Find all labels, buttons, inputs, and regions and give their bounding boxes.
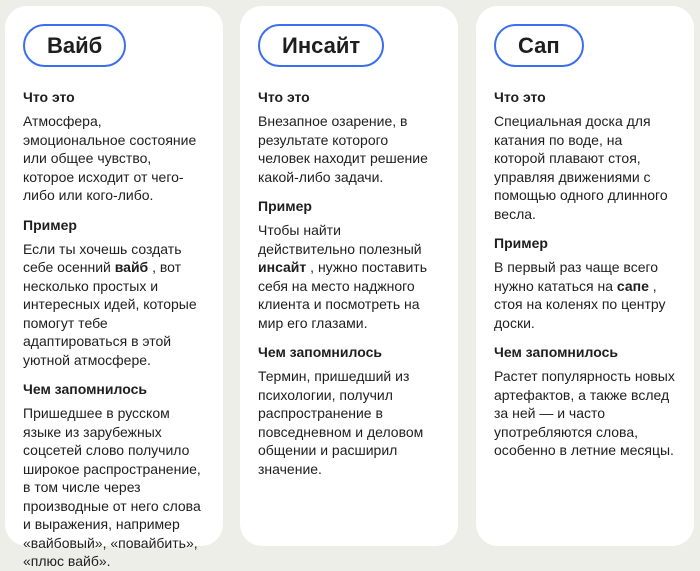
example-highlight-term: инсайт — [258, 259, 307, 275]
term-title: Инсайт — [258, 24, 384, 67]
term-card-vibe — [5, 6, 223, 569]
example-highlight-term: сапе — [616, 277, 649, 294]
remember-label: Чем запомнилось — [23, 381, 147, 397]
term-title: Вайб — [23, 24, 126, 67]
what-label: Что это — [494, 89, 546, 105]
example-text-end: , стоя на коленях по центру доски. — [494, 277, 666, 331]
example-text-start: В первый раз чаще всего нужно кататься на — [494, 259, 659, 294]
term-title: Сап — [494, 24, 584, 67]
what-text: Специальная доска для катания по воде, на которой плавают стоя, управляя движениями с помощью одного длинного весла. — [494, 113, 668, 222]
remember-text: Растет популярность новых артефактов, а также вслед за ней — и часто употребляются слова, особенно в летние месяцы. — [494, 368, 675, 458]
example-label: Пример — [258, 198, 312, 214]
what-label: Что это — [258, 89, 310, 105]
example-text — [258, 221, 440, 332]
example-text-end: , нужно поставить себя на место наджного клиента и посмотреть на мир его глазами. — [258, 259, 427, 331]
example-text-start: Чтобы найти действительно полезный — [258, 222, 422, 257]
term-card-insight — [240, 6, 458, 546]
remember-label: Чем запомнилось — [494, 344, 618, 360]
what-label: Что это — [23, 89, 75, 105]
remember-text: Пришедшее в русском языке из зарубежных соцсетей слово получило широкое распространение, в том числе через производные от него слова и выражения, например «вайбовый», «повайбить», «плюс вайб». — [23, 405, 201, 569]
example-highlight-term: вайб — [114, 259, 149, 275]
example-text-start: Если ты хочешь создать себе осенний — [23, 240, 182, 275]
example-text — [494, 258, 676, 332]
example-label: Пример — [23, 216, 77, 233]
example-label: Пример — [494, 235, 548, 251]
remember-text: Термин, пришедший из психологии, получил распространение в повседневном и деловом общении и расширил значение. — [258, 368, 424, 477]
remember-label: Чем запомнилось — [258, 344, 382, 360]
term-card-sup — [476, 6, 694, 546]
example-text-end: , вот несколько простых и интересных идей, которые помогут тебе адаптироваться в этой уютной атмосфере. — [23, 259, 197, 368]
example-text — [23, 240, 205, 370]
what-text: Внезапное озарение, в результате которого человек находит решение какой-либо задачи. — [258, 113, 428, 185]
what-text: Атмосфера, эмоциональное состояние или общее чувство, которое исходит от чего-либо или кого-либо. — [23, 113, 197, 203]
